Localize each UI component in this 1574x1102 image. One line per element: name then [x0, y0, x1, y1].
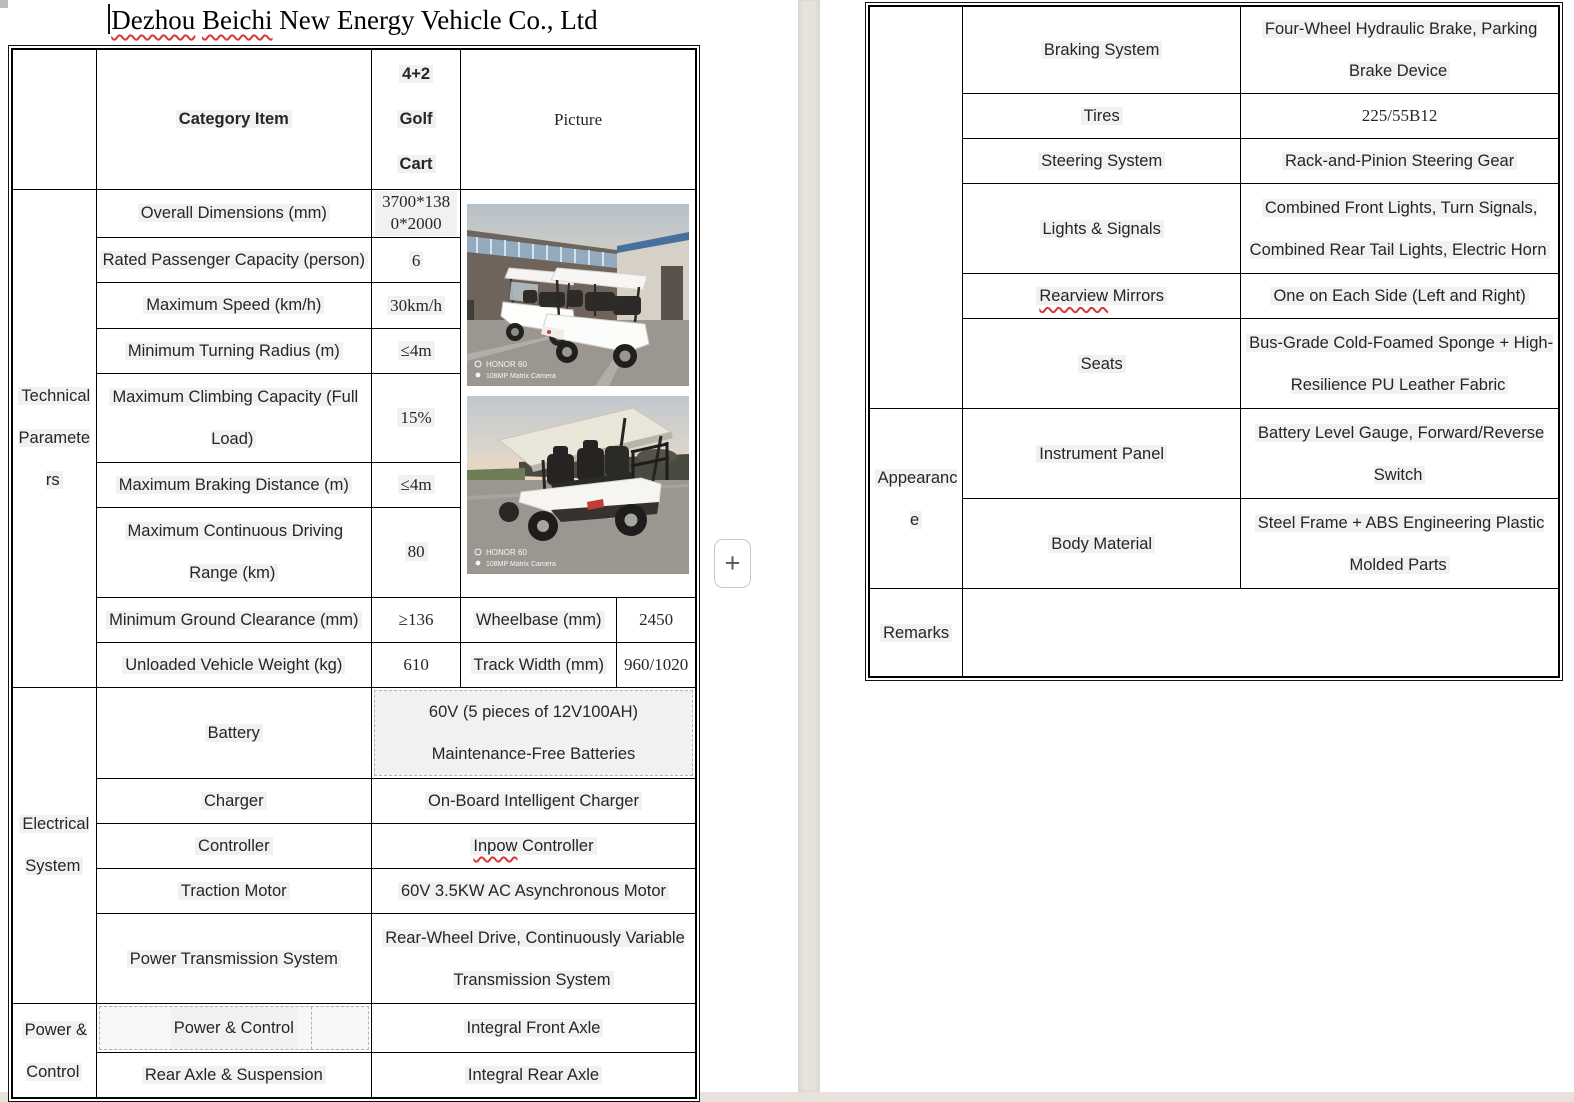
- cell-value[interactable]: Steel Frame + ABS Engineering Plastic Molded Parts: [1241, 499, 1559, 589]
- cell-label[interactable]: Power Transmission System: [96, 914, 371, 1004]
- cell-label[interactable]: Tires: [963, 94, 1241, 139]
- cell-label[interactable]: Braking System: [963, 6, 1241, 94]
- cell-label[interactable]: Rated Passenger Capacity (person): [96, 238, 371, 283]
- header-variant-cell[interactable]: [372, 49, 461, 189]
- table-row: [12, 597, 696, 642]
- cell-value[interactable]: ≤4m: [372, 462, 461, 507]
- table-row: [12, 642, 696, 687]
- cell-label[interactable]: Traction Motor: [96, 869, 371, 914]
- cell-value[interactable]: 225/55B12: [1241, 94, 1559, 139]
- title-word-misspelled: Beichi: [202, 5, 273, 35]
- svg-text:HONOR 60: HONOR 60: [486, 359, 527, 369]
- cell-value[interactable]: Rack-and-Pinion Steering Gear: [1241, 139, 1559, 184]
- spec-table-page-2: [865, 2, 1563, 681]
- cell-value[interactable]: ≥136: [372, 597, 461, 642]
- table-row: [869, 499, 1559, 589]
- table-header-row: [12, 49, 696, 189]
- variant-line: 4+2: [375, 52, 457, 97]
- table-row: [12, 189, 696, 238]
- table-row: [869, 94, 1559, 139]
- category-appearance[interactable]: Appearance: [869, 409, 963, 589]
- cell-label[interactable]: Charger: [96, 778, 371, 823]
- cell-label[interactable]: Minimum Turning Radius (m): [96, 328, 371, 373]
- cell-label[interactable]: Unloaded Vehicle Weight (kg): [96, 642, 371, 687]
- svg-text:HONOR 60: HONOR 60: [486, 547, 527, 557]
- category-chassis-blank[interactable]: [869, 6, 963, 409]
- table-row: [12, 869, 696, 914]
- spec-table: [11, 48, 697, 1099]
- table-row: [12, 823, 696, 868]
- cell-remarks-value[interactable]: [963, 589, 1559, 678]
- cell-label[interactable]: Track Width (mm): [461, 642, 617, 687]
- insert-page-button[interactable]: +: [714, 539, 751, 588]
- cell-label[interactable]: Battery: [96, 687, 371, 778]
- golf-cart-photo-rear[interactable]: [467, 396, 689, 574]
- cell-label[interactable]: Rearview Mirrors: [963, 274, 1241, 319]
- cell-value[interactable]: Four-Wheel Hydraulic Brake, Parking Brake Device: [1241, 6, 1559, 94]
- cell-label[interactable]: Minimum Ground Clearance (mm): [96, 597, 371, 642]
- document-title[interactable]: [8, 4, 698, 36]
- cell-label[interactable]: Steering System: [963, 139, 1241, 184]
- cell-value-battery[interactable]: [372, 687, 697, 778]
- cell-label[interactable]: Maximum Speed (km/h): [96, 283, 371, 328]
- cell-value[interactable]: Integral Front Axle: [372, 1004, 697, 1053]
- cell-label-power-control[interactable]: [96, 1004, 371, 1053]
- cell-value[interactable]: 6: [372, 238, 461, 283]
- table-row: [869, 319, 1559, 409]
- cell-value[interactable]: On-Board Intelligent Charger: [372, 778, 697, 823]
- cell-value[interactable]: 960/1020: [617, 642, 696, 687]
- selected-cell-box[interactable]: Power & Control: [99, 1006, 369, 1050]
- table-row: [869, 139, 1559, 184]
- cell-value[interactable]: 15%: [372, 373, 461, 462]
- svg-text:108MP Matrix Camera: 108MP Matrix Camera: [486, 560, 556, 568]
- selected-cell-box[interactable]: 60V (5 pieces of 12V100AH) Maintenance-Free Batteries: [374, 690, 693, 776]
- header-category-item-cell[interactable]: Category Item: [96, 49, 371, 189]
- table-row: [12, 778, 696, 823]
- text-cursor: [108, 4, 110, 34]
- cell-value[interactable]: Combined Front Lights, Turn Signals, Combined Rear Tail Lights, Electric Horn: [1241, 184, 1559, 274]
- title-word-misspelled: Dezhou: [111, 5, 196, 35]
- cell-value[interactable]: 3700*1380*2000: [372, 189, 461, 238]
- cell-label[interactable]: Maximum Braking Distance (m): [96, 462, 371, 507]
- category-power-control[interactable]: Power & Control: [12, 1004, 96, 1099]
- header-blank-cell[interactable]: [12, 49, 96, 189]
- cell-value[interactable]: Battery Level Gauge, Forward/Reverse Switch: [1241, 409, 1559, 499]
- variant-line: Cart: [375, 142, 457, 187]
- table-row: [869, 6, 1559, 94]
- svg-text:108MP Matrix Camera: 108MP Matrix Camera: [486, 372, 556, 380]
- cell-value[interactable]: Integral Rear Axle: [372, 1053, 697, 1099]
- misspelled-word: Rearview: [1039, 287, 1109, 306]
- cell-label[interactable]: Body Material: [963, 499, 1241, 589]
- cell-split-divider: [311, 1007, 312, 1049]
- cell-value[interactable]: ≤4m: [372, 328, 461, 373]
- cell-value[interactable]: Inpow Controller: [372, 823, 697, 868]
- cell-label[interactable]: Rear Axle & Suspension: [96, 1053, 371, 1099]
- misspelled-word: Inpow: [473, 836, 518, 855]
- cell-value[interactable]: 30km/h: [372, 283, 461, 328]
- cell-value[interactable]: One on Each Side (Left and Right): [1241, 274, 1559, 319]
- table-row: [869, 409, 1559, 499]
- page-2: [820, 0, 1574, 1092]
- table-row: [12, 687, 696, 778]
- table-row: [12, 1004, 696, 1053]
- title-rest: New Energy Vehicle Co., Ltd: [279, 5, 598, 35]
- cell-label[interactable]: Maximum Continuous Driving Range (km): [96, 507, 371, 597]
- variant-line: Golf: [375, 97, 457, 142]
- category-remarks[interactable]: Remarks: [869, 589, 963, 678]
- picture-cell: [461, 189, 696, 597]
- cell-label[interactable]: Overall Dimensions (mm): [96, 189, 371, 238]
- spec-table-continued: [868, 5, 1560, 678]
- table-row: [12, 1053, 696, 1099]
- cell-label[interactable]: Instrument Panel: [963, 409, 1241, 499]
- header-picture-cell[interactable]: Picture: [461, 49, 696, 189]
- cell-value[interactable]: 2450: [617, 597, 696, 642]
- cell-label[interactable]: Maximum Climbing Capacity (Full Load): [96, 373, 371, 462]
- cell-value[interactable]: 610: [372, 642, 461, 687]
- golf-cart-photo-front[interactable]: [467, 204, 689, 386]
- category-technical-parameters[interactable]: Technical Parameters: [12, 189, 96, 687]
- cell-value[interactable]: 60V 3.5KW AC Asynchronous Motor: [372, 869, 697, 914]
- category-electrical-system[interactable]: Electrical System: [12, 687, 96, 1003]
- cell-label[interactable]: Controller: [96, 823, 371, 868]
- table-row: [869, 274, 1559, 319]
- cell-value[interactable]: 80: [372, 507, 461, 597]
- page-corner-mark: [0, 0, 8, 8]
- table-row: [12, 914, 696, 1004]
- cell-label[interactable]: Seats: [963, 319, 1241, 409]
- table-row: [869, 184, 1559, 274]
- page-gap: [798, 0, 820, 1092]
- spec-table-page-1: [8, 45, 700, 1102]
- cell-value[interactable]: Bus-Grade Cold-Foamed Sponge + High-Resilience PU Leather Fabric: [1241, 319, 1559, 409]
- cell-label[interactable]: Lights & Signals: [963, 184, 1241, 274]
- table-row: [869, 589, 1559, 678]
- cell-value[interactable]: Rear-Wheel Drive, Continuously Variable Transmission System: [372, 914, 697, 1004]
- cell-label[interactable]: Wheelbase (mm): [461, 597, 617, 642]
